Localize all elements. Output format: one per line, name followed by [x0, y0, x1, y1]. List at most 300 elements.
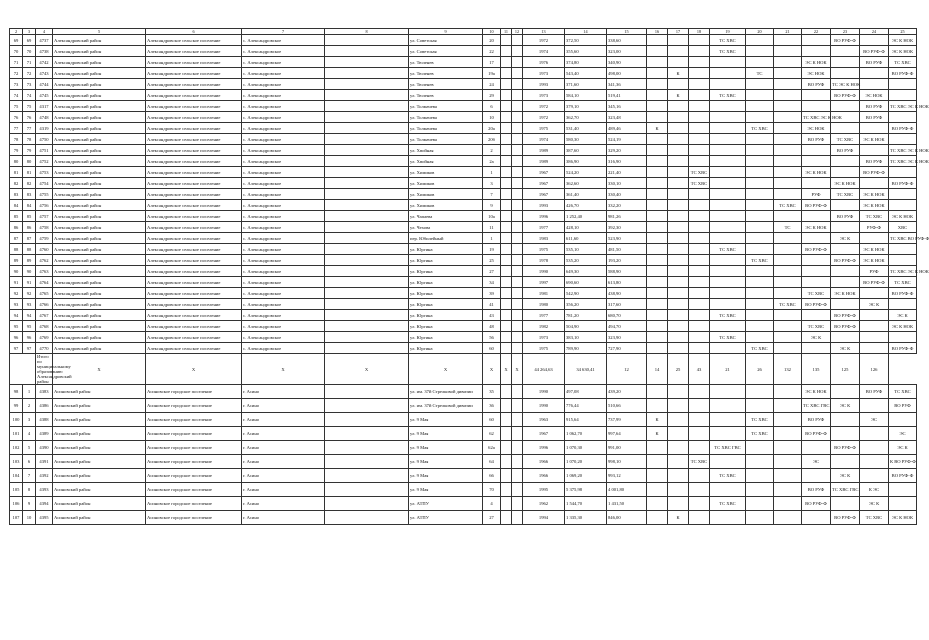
table-cell: ул. Химиков [409, 200, 483, 211]
table-cell: ул. 9 Мая [409, 441, 483, 455]
table-cell: Александровский район [53, 321, 146, 332]
table-row [10, 321, 917, 332]
table-cell [802, 156, 831, 167]
table-cell [647, 46, 668, 57]
table-cell [668, 35, 689, 46]
table-cell: ЭС К НОК [889, 46, 917, 57]
table-cell: 48 [483, 321, 501, 332]
table-cell: 73 [10, 79, 23, 90]
table-cell [710, 385, 746, 399]
table-cell: ул. Чехова [409, 222, 483, 233]
table-cell: 4737 [36, 35, 53, 46]
table-cell [831, 156, 860, 167]
table-cell: 4 001,80 [607, 483, 647, 497]
table-cell [889, 299, 917, 310]
table-cell [689, 200, 710, 211]
table-cell: 991,00 [607, 441, 647, 455]
table-cell [889, 200, 917, 211]
table-cell: 11 [501, 29, 512, 35]
table-cell: ТС ХВС [860, 211, 889, 222]
table-cell: Александровское сельское поселение [146, 200, 242, 211]
table-cell: 4390 [36, 441, 53, 455]
table-cell [501, 413, 512, 427]
table-cell [774, 101, 802, 112]
table-cell: 611,60 [565, 233, 607, 244]
table-cell: Александровское сельское поселение [146, 310, 242, 321]
table-cell: 846,00 [607, 511, 647, 525]
table-cell [325, 277, 409, 288]
table-cell [501, 156, 512, 167]
table-cell [647, 244, 668, 255]
table-cell: 781,20 [565, 310, 607, 321]
table-cell [774, 310, 802, 321]
table-cell: Александровское сельское поселение [146, 332, 242, 343]
table-cell [710, 211, 746, 222]
table-cell [774, 123, 802, 134]
table-cell [325, 299, 409, 310]
table-cell: Александровское сельское поселение [146, 321, 242, 332]
table-cell: с. Александровское [242, 156, 325, 167]
table-cell: ЭС К НОК [860, 200, 889, 211]
table-cell [512, 427, 523, 441]
table-cell: 4395 [36, 511, 53, 525]
table-cell [689, 511, 710, 525]
table-cell: 4760 [36, 244, 53, 255]
table-cell: 27 [483, 266, 501, 277]
table-cell: ЭС К НОК [802, 222, 831, 233]
table-cell [746, 211, 774, 222]
table-cell: 1989 [523, 156, 565, 167]
table-cell: 8 [325, 29, 409, 35]
table-cell: ТС ХВС [689, 167, 710, 178]
table-cell: Асиновское городское поселение [146, 483, 242, 497]
table-cell: 374,80 [565, 57, 607, 68]
table-cell: 341,36 [607, 79, 647, 90]
table-cell [668, 343, 689, 354]
table-cell [831, 167, 860, 178]
table-cell: с. Александровское [242, 57, 325, 68]
table-cell: 102 [10, 441, 23, 455]
table-cell: 323,90 [607, 332, 647, 343]
table-cell: ул. Хвойная [409, 145, 483, 156]
table-cell [774, 167, 802, 178]
table-cell [860, 321, 889, 332]
table-cell: 7 [23, 469, 36, 483]
table-cell [325, 35, 409, 46]
table-cell [668, 310, 689, 321]
table-cell [774, 511, 802, 525]
table-cell [746, 233, 774, 244]
table-cell [501, 233, 512, 244]
table-cell [501, 57, 512, 68]
table-cell [325, 441, 409, 455]
table-cell [774, 321, 802, 332]
table-cell [860, 79, 889, 90]
table-cell: Асиновское городское поселение [146, 441, 242, 455]
table-cell: Асиновский район [53, 413, 146, 427]
table-cell [860, 310, 889, 321]
table-cell [512, 112, 523, 123]
table-cell: Александровский район [53, 178, 146, 189]
table-cell: 20б [483, 134, 501, 145]
table-cell: 1993 [523, 79, 565, 90]
table-cell [325, 167, 409, 178]
table-cell: 98 [10, 385, 23, 399]
table-cell [512, 200, 523, 211]
table-row [10, 222, 917, 233]
table-cell: 4766 [36, 299, 53, 310]
table-cell [501, 222, 512, 233]
table-cell [746, 266, 774, 277]
table-cell: ВО РУФ-Ф [831, 35, 860, 46]
table-row [10, 255, 917, 266]
table-cell [689, 399, 710, 413]
table-cell: ул. Юргина [409, 277, 483, 288]
table-cell: 27 [483, 511, 501, 525]
table-cell [501, 299, 512, 310]
table-cell: 29 [483, 90, 501, 101]
table-cell: ТС ХВС ГВС [710, 441, 746, 455]
table-cell [710, 156, 746, 167]
table-cell [689, 134, 710, 145]
table-cell: 82 [23, 178, 36, 189]
table-cell: ЭС К [831, 469, 860, 483]
table-cell: ТС ХВС [710, 332, 746, 343]
table-cell [746, 497, 774, 511]
table-cell: ВО РУФ-Ф [831, 90, 860, 101]
table-cell [831, 332, 860, 343]
table-cell: ТС ХВС ЭС К НОК [889, 266, 917, 277]
table-cell: ЭС К НОК [889, 211, 917, 222]
table-cell [889, 189, 917, 200]
table-cell: 379,10 [565, 101, 607, 112]
table-cell [710, 277, 746, 288]
table-cell: Александровский район [53, 167, 146, 178]
table-cell: ЭС К [860, 497, 889, 511]
table-cell: г. Асино [242, 455, 325, 469]
table-cell: 1977 [523, 222, 565, 233]
table-cell: ВО РУФ-Ф [802, 427, 831, 441]
table-cell [668, 399, 689, 413]
table-cell [710, 68, 746, 79]
table-cell [889, 497, 917, 511]
table-cell [860, 441, 889, 455]
table-cell [512, 123, 523, 134]
table-cell [512, 57, 523, 68]
table-cell [512, 511, 523, 525]
table-cell [325, 68, 409, 79]
table-cell: ТС [746, 68, 774, 79]
table-cell [668, 483, 689, 497]
table-cell: Александровский район [53, 255, 146, 266]
table-cell [512, 156, 523, 167]
table-cell: 915,64 [565, 413, 607, 427]
table-cell: ВО РУФ-Ф [889, 469, 917, 483]
table-row [10, 455, 917, 469]
table-cell: ул. 9 Мая [409, 427, 483, 441]
table-cell [774, 332, 802, 343]
table-row [10, 385, 917, 399]
table-cell [501, 255, 512, 266]
table-cell: 93 [10, 299, 23, 310]
table-cell: ул. 9 Мая [409, 455, 483, 469]
total-cell: X [409, 354, 483, 385]
table-cell [774, 288, 802, 299]
table-cell [325, 123, 409, 134]
table-cell: Александровский район [53, 79, 146, 90]
table-cell: ул. Толмачева [409, 134, 483, 145]
table-cell: ВО РУФ-Ф [831, 255, 860, 266]
table-cell: 97 [10, 343, 23, 354]
table-cell [501, 497, 512, 511]
table-cell [831, 266, 860, 277]
table-cell: 4743 [36, 68, 53, 79]
table-cell [689, 441, 710, 455]
table-cell: 329,20 [607, 145, 647, 156]
table-cell [746, 441, 774, 455]
table-cell: ЭС К НОК [831, 178, 860, 189]
table-cell: 580,30 [565, 134, 607, 145]
table-cell [710, 167, 746, 178]
table-cell [512, 399, 523, 413]
table-cell: 60 [483, 413, 501, 427]
table-cell: 64 [483, 455, 501, 469]
table-cell [512, 145, 523, 156]
table-cell: ТС ХВС [710, 35, 746, 46]
table-cell [647, 178, 668, 189]
table-cell [860, 178, 889, 189]
table-cell [860, 332, 889, 343]
table-cell: с. Александровское [242, 299, 325, 310]
table-cell [746, 332, 774, 343]
table-cell [647, 90, 668, 101]
table-cell [325, 101, 409, 112]
table-cell: 4756 [36, 200, 53, 211]
table-cell: 193,20 [607, 255, 647, 266]
table-cell [501, 266, 512, 277]
table-cell: ТС ХВС ЭС К НОК [889, 101, 917, 112]
table-cell [710, 101, 746, 112]
table-cell: К [668, 68, 689, 79]
table-cell [647, 222, 668, 233]
table-cell: Александровское сельское поселение [146, 255, 242, 266]
table-cell: 77 [23, 123, 36, 134]
table-cell: 9 [409, 29, 483, 35]
table-cell: Александровский район [53, 35, 146, 46]
total-cell: X [501, 354, 512, 385]
table-cell: ЭС К НОК [889, 511, 917, 525]
table-cell: ЭС К НОК [831, 288, 860, 299]
table-row [10, 497, 917, 511]
table-cell: ЭС НОК [802, 68, 831, 79]
table-cell: 41 [483, 299, 501, 310]
table-cell: Александровское сельское поселение [146, 189, 242, 200]
table-cell [668, 233, 689, 244]
table-cell: Асиновский район [53, 441, 146, 455]
table-cell: 6 [23, 455, 36, 469]
table-cell: 89 [10, 255, 23, 266]
table-cell [689, 101, 710, 112]
table-cell: 70 [10, 46, 23, 57]
table-cell [710, 134, 746, 145]
table-cell [689, 469, 710, 483]
table-cell: ТС ХВС ГВС [831, 483, 860, 497]
table-cell: 10 [483, 29, 501, 35]
table-cell: 362,70 [565, 112, 607, 123]
table-cell [512, 46, 523, 57]
table-cell: ул. Юргина [409, 321, 483, 332]
table-row [10, 35, 917, 46]
table-cell: 1972 [523, 35, 565, 46]
table-cell [647, 68, 668, 79]
table-cell: 2 [10, 29, 23, 35]
table-cell [647, 321, 668, 332]
table-cell: 24 [483, 79, 501, 90]
table-cell [325, 57, 409, 68]
table-cell [647, 497, 668, 511]
table-cell: 72 [23, 68, 36, 79]
table-cell [774, 266, 802, 277]
table-cell [325, 79, 409, 90]
table-cell [689, 413, 710, 427]
table-cell [501, 167, 512, 178]
table-cell: 81 [23, 167, 36, 178]
table-cell: 4769 [36, 332, 53, 343]
table-cell: 4755 [36, 189, 53, 200]
table-cell: Александровский район [53, 266, 146, 277]
table-cell: 4389 [36, 427, 53, 441]
table-row [10, 178, 917, 189]
table-cell [668, 167, 689, 178]
table-cell: Александровское сельское поселение [146, 123, 242, 134]
table-cell [774, 441, 802, 455]
table-cell: Асиновское городское поселение [146, 427, 242, 441]
table-cell: 1983 [523, 233, 565, 244]
table-cell: 727,90 [607, 343, 647, 354]
table-cell: Александровское сельское поселение [146, 68, 242, 79]
table-row [10, 244, 917, 255]
table-cell: 6 [483, 101, 501, 112]
table-cell [325, 497, 409, 511]
table-cell [325, 46, 409, 57]
table-cell [831, 455, 860, 469]
table-cell: Александровский район [53, 211, 146, 222]
table-cell: Александровское сельское поселение [146, 343, 242, 354]
table-cell [689, 497, 710, 511]
table-cell: ВО РУФ [802, 134, 831, 145]
table-cell [668, 112, 689, 123]
table-cell [647, 310, 668, 321]
table-cell [831, 57, 860, 68]
table-cell: 34 [483, 277, 501, 288]
table-cell: Александровский район [53, 343, 146, 354]
table-cell [512, 211, 523, 222]
table-cell [325, 321, 409, 332]
table-row [10, 123, 917, 134]
table-cell [746, 145, 774, 156]
table-cell: Асиновское городское поселение [146, 497, 242, 511]
table-cell [512, 68, 523, 79]
table-cell [802, 145, 831, 156]
table-cell: Асиновское городское поселение [146, 385, 242, 399]
table-cell [689, 255, 710, 266]
table-cell: РУФ [860, 266, 889, 277]
table-cell: ТС ХВС [710, 46, 746, 57]
table-cell [774, 233, 802, 244]
table-cell [512, 497, 523, 511]
table-cell: ВО РУФ [860, 112, 889, 123]
table-cell: г. Асино [242, 469, 325, 483]
table-cell [774, 385, 802, 399]
table-cell: 88 [23, 244, 36, 255]
table-cell: ул. Тюленев [409, 57, 483, 68]
table-cell [746, 299, 774, 310]
table-cell [512, 299, 523, 310]
table-cell: Асиновский район [53, 427, 146, 441]
table-cell: 91 [23, 277, 36, 288]
table-row [10, 68, 917, 79]
table-cell: с. Александровское [242, 46, 325, 57]
table-cell: 524,19 [607, 134, 647, 145]
table-cell [501, 385, 512, 399]
table-cell: с. Александровское [242, 277, 325, 288]
table-cell: 1973 [523, 90, 565, 101]
table-cell [710, 455, 746, 469]
table-cell: 22 [483, 46, 501, 57]
table-cell [668, 134, 689, 145]
table-cell: 86 [10, 222, 23, 233]
table-cell: 1997 [523, 277, 565, 288]
table-cell [802, 255, 831, 266]
table-cell: 105 [10, 483, 23, 497]
table-cell [802, 101, 831, 112]
table-row [10, 332, 917, 343]
table-cell: г. Асино [242, 483, 325, 497]
table-cell [774, 35, 802, 46]
total-cell: 125 [831, 354, 860, 385]
table-cell: К [668, 511, 689, 525]
table-cell: ул. АТПУ [409, 511, 483, 525]
table-cell: ул. Советская [409, 46, 483, 57]
table-cell: 776,44 [565, 399, 607, 413]
table-cell: с. Александровское [242, 211, 325, 222]
table-cell: ТС ХВС [710, 469, 746, 483]
table-cell: 1962 [523, 497, 565, 511]
table-cell: 1966 [523, 455, 565, 469]
table-cell [831, 427, 860, 441]
table-cell: ЭС К НОК [802, 57, 831, 68]
table-cell: 4319 [36, 123, 53, 134]
table-cell: 5 375,98 [565, 483, 607, 497]
table-cell: Александровский район [53, 233, 146, 244]
table-cell: 2 [23, 399, 36, 413]
table-cell: 4750 [36, 134, 53, 145]
table-cell: 4759 [36, 233, 53, 244]
table-row [10, 343, 917, 354]
table-cell: 106 [10, 497, 23, 511]
table-cell: Александровское сельское поселение [146, 101, 242, 112]
table-row [10, 483, 917, 497]
table-cell [831, 46, 860, 57]
table-cell [746, 385, 774, 399]
table-cell: ЭС К [831, 233, 860, 244]
table-row [10, 134, 917, 145]
table-cell [501, 321, 512, 332]
table-cell [512, 441, 523, 455]
table-cell [860, 455, 889, 469]
table-cell [802, 511, 831, 525]
table-cell: 3 [483, 178, 501, 189]
